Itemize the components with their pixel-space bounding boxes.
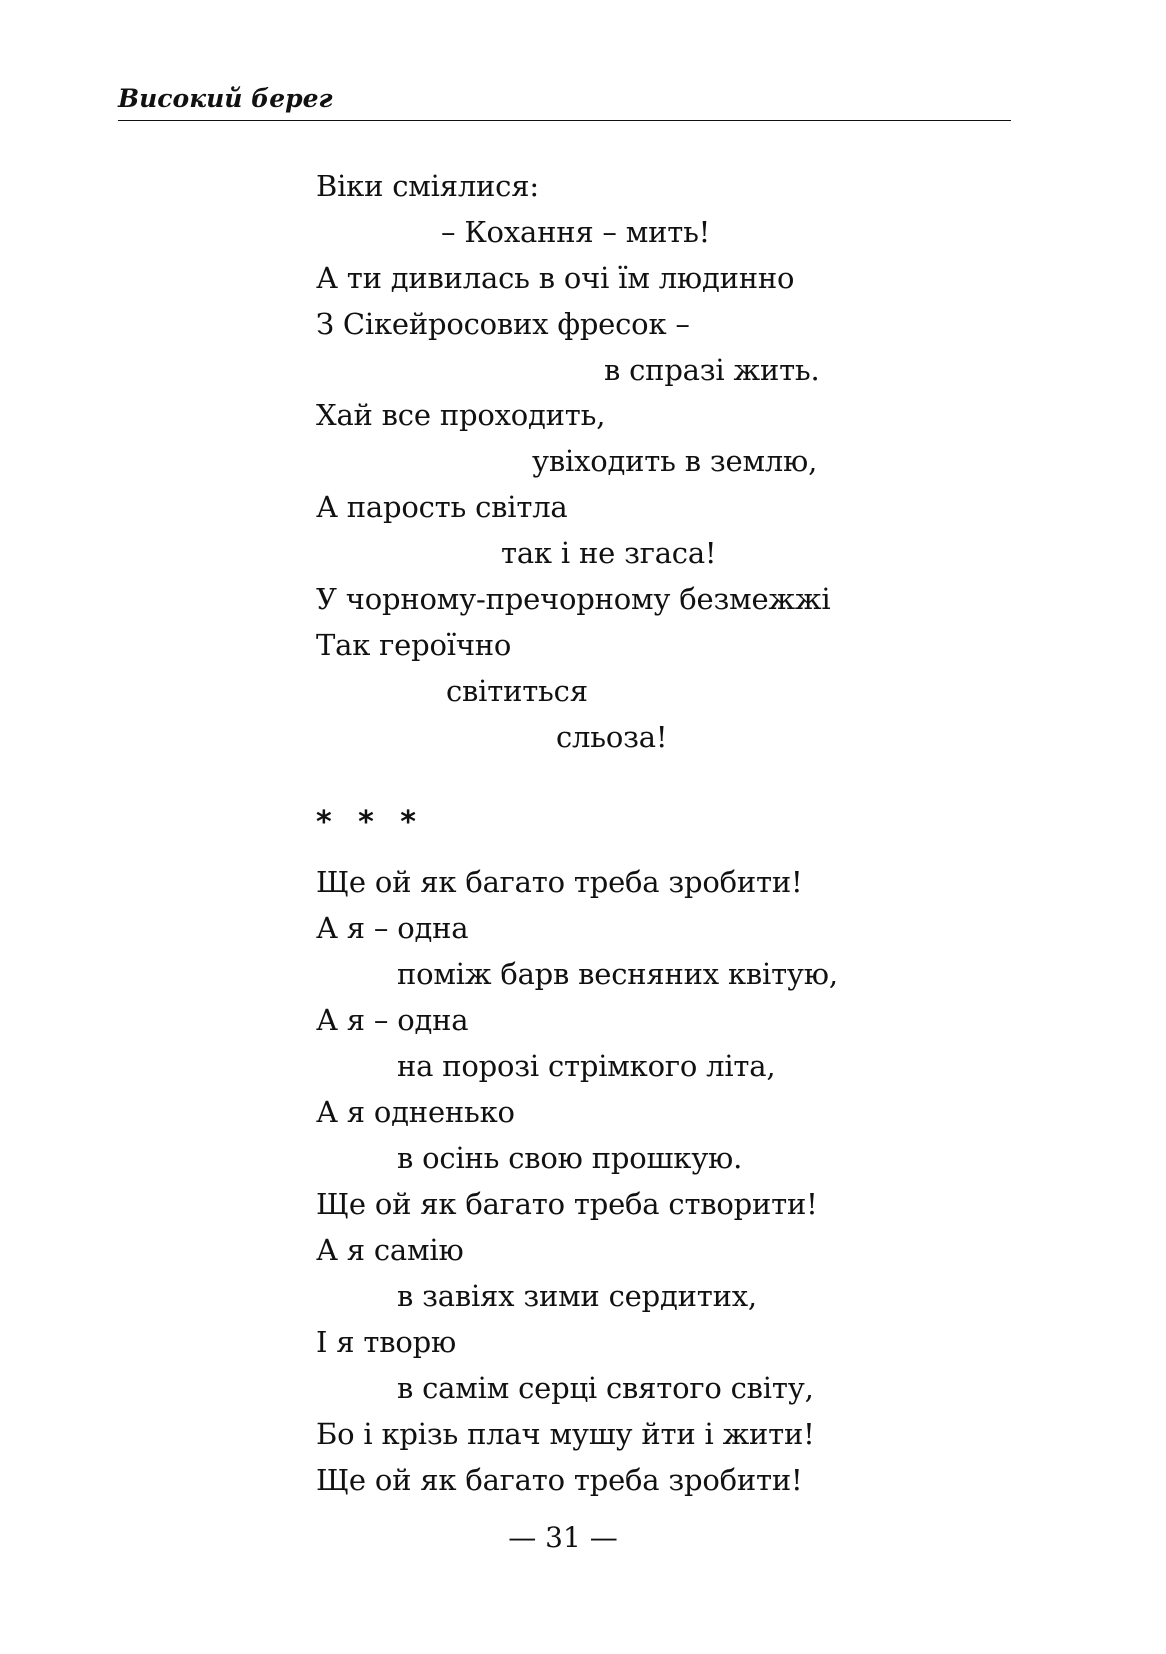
poem-line: А я самію	[316, 1233, 464, 1267]
poem-line: в спразі жить.	[604, 353, 820, 387]
header-rule	[118, 120, 1011, 121]
poem-line: увіходить в землю,	[532, 444, 818, 478]
poem-line: в завіях зими сердитих,	[397, 1279, 757, 1313]
poem-line: в осінь свою прошкую.	[397, 1141, 743, 1175]
poem-line: Хай все проходить,	[316, 398, 606, 432]
poem-line: Ще ой як багато треба зробити!	[316, 1463, 803, 1497]
poem-line: А я одненько	[316, 1095, 515, 1129]
poem-line: Віки сміялися:	[316, 169, 539, 203]
poem-line: І я творю	[316, 1325, 457, 1359]
stanza-separator: * * *	[316, 805, 424, 840]
poem-line: сльоза!	[556, 720, 668, 754]
poem-line: Бо і крізь плач мушу йти і жити!	[316, 1417, 815, 1451]
poem-line: А парость світла	[316, 490, 568, 524]
page-number: — 31 —	[508, 1521, 618, 1554]
poem-line: на порозі стрімкого літа,	[397, 1049, 776, 1083]
poem-line: Ще ой як багато треба зробити!	[316, 865, 803, 899]
poem-line: Ще ой як багато треба створити!	[316, 1187, 818, 1221]
poem-line: А ти дивилась в очі їм людинно	[316, 261, 795, 295]
running-title: Високий берег	[118, 84, 333, 113]
poem-line: З Сікейросових фресок –	[316, 307, 690, 341]
poem-line: поміж барв весняних квітую,	[397, 957, 838, 991]
poem-line: А я – одна	[316, 911, 469, 945]
poem-line: так і не згаса!	[501, 536, 717, 570]
poem-line: У чорному-пречорному безмежжі	[316, 582, 831, 616]
page-number-container	[0, 1520, 1166, 1556]
poem-line: в самім серці святого світу,	[397, 1371, 814, 1405]
poem-line: Так героїчно	[316, 628, 512, 662]
poem-line: – Кохання – мить!	[441, 215, 711, 249]
poem-line: А я – одна	[316, 1003, 469, 1037]
poem-line: світиться	[446, 674, 588, 708]
